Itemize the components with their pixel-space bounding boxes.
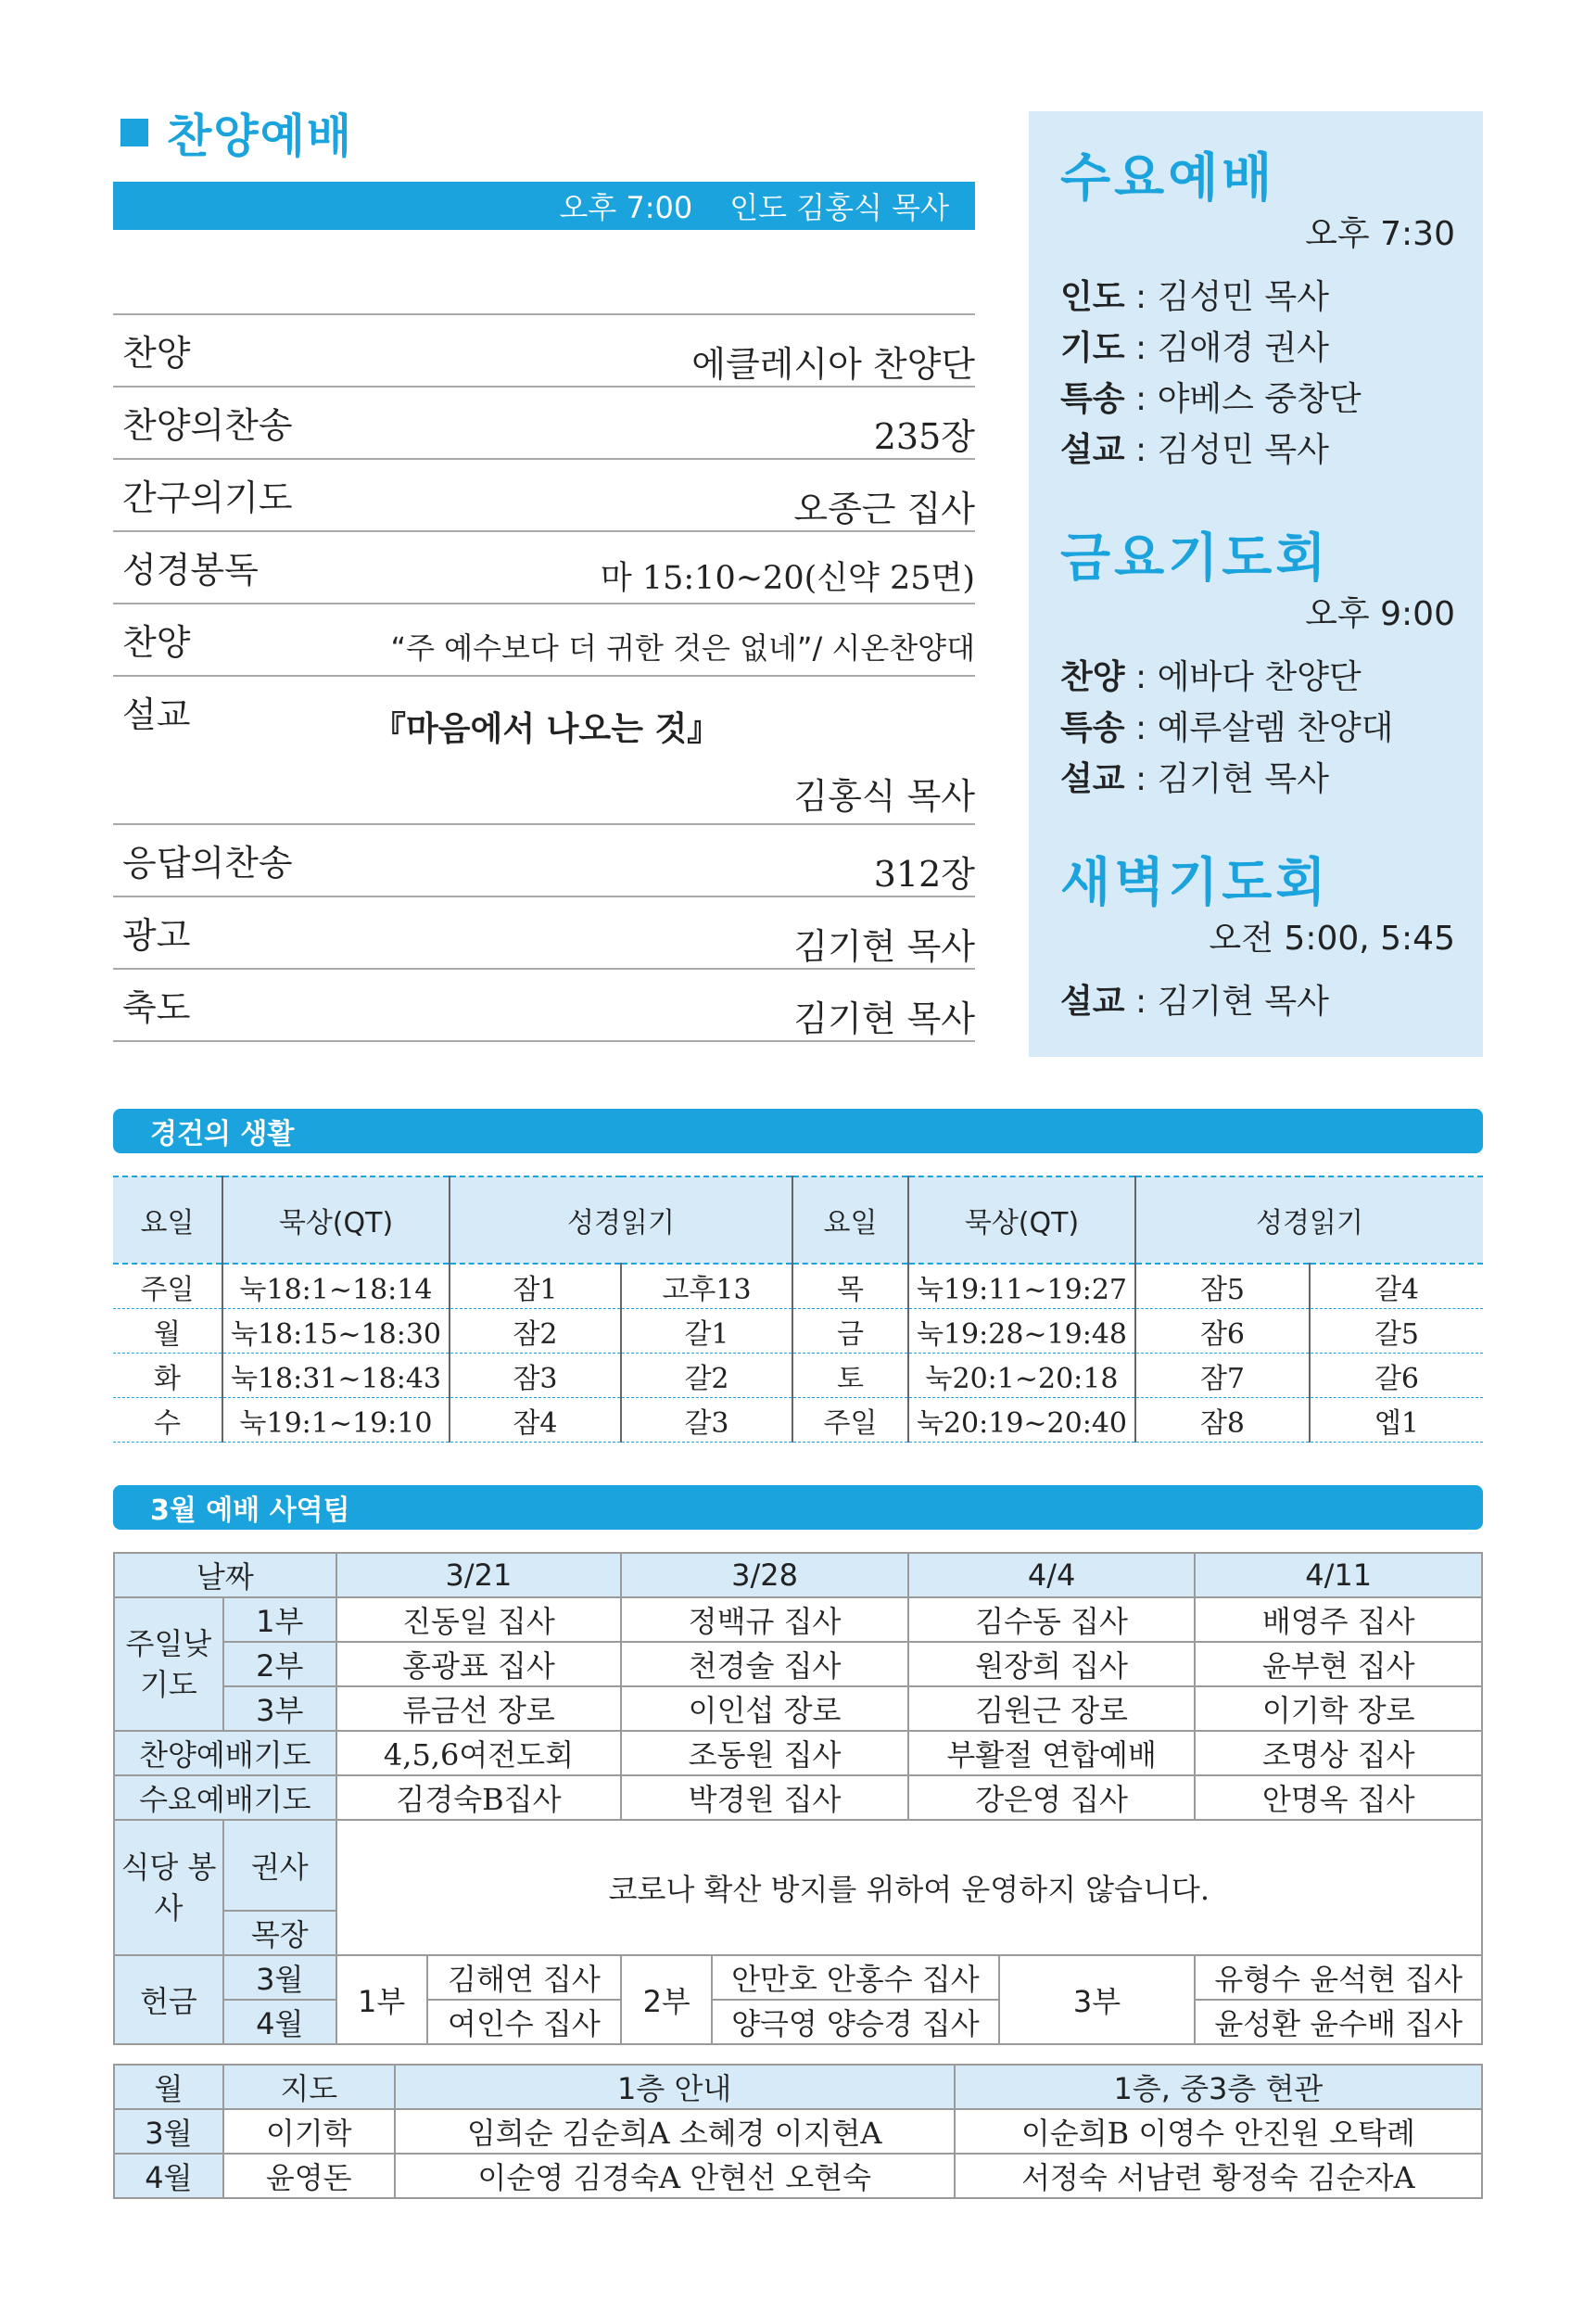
praise-service-heading	[113, 100, 975, 165]
date-cell: 3/21	[336, 1553, 622, 1597]
offering-name: 양극영 양승경 집사	[712, 2000, 999, 2044]
order-value: 312장	[873, 854, 975, 895]
qt-cell: 눅19:11~19:27	[908, 1264, 1135, 1309]
friday-line: 찬양 : 에바다 찬양단	[1060, 658, 1362, 696]
day-cell: 목	[792, 1264, 908, 1309]
guide-row	[114, 2109, 1482, 2154]
wednesday-line: 기도 : 김애경 권사	[1060, 329, 1329, 367]
reading-cell: 고후13	[621, 1264, 792, 1309]
praise-service-time: 오후 7:00	[559, 190, 693, 225]
cafeteria-notice: 코로나 확산 방지를 위하여 운영하지 않습니다.	[336, 1820, 1482, 1955]
wednesday-line: 설교 : 김성민 목사	[1060, 431, 1329, 469]
header-qt: 묵상(QT)	[222, 1176, 450, 1264]
order-label: 광고	[122, 915, 191, 956]
square-bullet-icon	[120, 119, 148, 146]
order-value: 오종근 집사	[793, 489, 975, 529]
order-value: 에클레시아 찬양단	[691, 344, 975, 385]
devotional-row	[113, 1398, 1483, 1443]
prayer-name: 이인섭 장로	[621, 1686, 908, 1731]
reading-cell: 갈3	[621, 1398, 792, 1443]
order-label: 성경봉독	[122, 550, 259, 591]
order-label: 축도	[122, 987, 191, 1028]
prayer-name: 김수동 집사	[908, 1597, 1196, 1642]
proverbs-cell: 잠4	[450, 1398, 621, 1443]
praise-service-leader: 인도 김홍식 목사	[729, 190, 949, 225]
praise-service-info-bar	[113, 182, 975, 230]
guide-header: 지도	[223, 2065, 395, 2109]
reading-cell: 갈4	[1310, 1264, 1483, 1309]
guide-names: 이순영 김경숙A 안현선 오현숙	[395, 2154, 955, 2198]
devotional-row	[113, 1309, 1483, 1354]
offering-name: 유형수 윤석현 집사	[1195, 1955, 1482, 2000]
offering-name: 여인수 집사	[427, 2000, 622, 2044]
guide-names: 이순희B 이영수 안진원 오탁례	[955, 2109, 1482, 2154]
sunday-prayer-row	[114, 1642, 1482, 1686]
proverbs-cell: 잠3	[450, 1354, 621, 1398]
prayer-name: 원장희 집사	[908, 1642, 1196, 1686]
proverbs-cell: 잠7	[1135, 1354, 1310, 1398]
qt-cell: 눅19:28~19:48	[908, 1309, 1135, 1354]
dawn-line: 설교 : 김기현 목사	[1060, 983, 1329, 1021]
wed-prayer-row	[114, 1775, 1482, 1820]
qt-cell: 눅18:31~18:43	[222, 1354, 450, 1398]
header-day: 요일	[792, 1176, 908, 1264]
date-cell: 4/4	[908, 1553, 1196, 1597]
offering-month: 4월	[223, 2000, 336, 2044]
prayer-name: 천경술 집사	[621, 1642, 908, 1686]
praise-prayer-label: 찬양예배기도	[114, 1731, 336, 1775]
qt-cell: 눅20:19~20:40	[908, 1398, 1135, 1443]
day-cell: 월	[113, 1309, 222, 1354]
sermon-title: 『마음에서 나오는 것』	[373, 710, 721, 748]
day-cell: 주일	[792, 1398, 908, 1443]
prayer-name: 박경원 집사	[621, 1775, 908, 1820]
guide-leader: 이기학	[223, 2109, 395, 2154]
order-label: 응답의찬송	[122, 843, 293, 884]
guide-month: 4월	[114, 2154, 223, 2198]
qt-cell: 눅18:1~18:14	[222, 1264, 450, 1309]
date-cell: 3/28	[621, 1553, 908, 1597]
devotional-header-row	[113, 1176, 1483, 1264]
date-label: 날짜	[114, 1553, 336, 1597]
dawn-prayer-title: 새벽기도회	[1060, 853, 1330, 913]
cafeteria-row	[114, 1820, 1482, 1911]
guide-header: 1층, 중3층 현관	[955, 2065, 1482, 2109]
offering-name: 김해연 집사	[427, 1955, 622, 2000]
header-reading: 성경읽기	[1135, 1176, 1483, 1264]
guide-names: 임희순 김순희A 소혜경 이지현A	[395, 2109, 955, 2154]
prayer-name: 강은영 집사	[908, 1775, 1196, 1820]
offering-part-label: 3부	[999, 1955, 1196, 2044]
service-order-row	[113, 315, 975, 388]
reading-cell: 갈5	[1310, 1309, 1483, 1354]
prayer-name: 진동일 집사	[336, 1597, 622, 1642]
day-cell: 화	[113, 1354, 222, 1398]
praise-service-title: 찬양예배	[167, 109, 354, 163]
guide-header: 1층 안내	[395, 2065, 955, 2109]
devotional-table	[113, 1176, 1483, 1443]
weekly-services-panel	[1029, 111, 1483, 1057]
offering-label: 헌금	[114, 1955, 223, 2044]
praise-service-section	[113, 100, 975, 1042]
day-cell: 수	[113, 1398, 222, 1443]
devotional-row	[113, 1354, 1483, 1398]
offering-month: 3월	[223, 1955, 336, 2000]
header-day: 요일	[113, 1176, 222, 1264]
prayer-name: 이기학 장로	[1195, 1686, 1482, 1731]
service-order-list	[113, 313, 975, 1042]
order-value: 김기현 목사	[793, 998, 975, 1039]
wed-prayer-label: 수요예배기도	[114, 1775, 336, 1820]
friday-prayer-title: 금요기도회	[1060, 528, 1330, 589]
guide-names: 서정숙 서남련 황정숙 김순자A	[955, 2154, 1482, 2198]
proverbs-cell: 잠5	[1135, 1264, 1310, 1309]
date-cell: 4/11	[1195, 1553, 1482, 1597]
prayer-name: 류금선 장로	[336, 1686, 622, 1731]
sunday-prayer-row	[114, 1597, 1482, 1642]
wednesday-service-title: 수요예배	[1060, 148, 1276, 209]
proverbs-cell: 잠6	[1135, 1309, 1310, 1354]
header-qt: 묵상(QT)	[908, 1176, 1135, 1264]
reading-cell: 엡1	[1310, 1398, 1483, 1443]
day-cell: 금	[792, 1309, 908, 1354]
service-order-row	[113, 897, 975, 970]
service-order-row	[113, 460, 975, 532]
usher-guide-table	[113, 2064, 1483, 2199]
offering-row	[114, 2000, 1482, 2044]
order-label: 찬양	[122, 333, 191, 374]
prayer-name: 4,5,6여전도회	[336, 1731, 622, 1775]
sunday-prayer-row	[114, 1686, 1482, 1731]
order-value: 235장	[873, 416, 975, 457]
ministry-team-section-bar: 3월 예배 사역팀	[113, 1485, 1483, 1530]
day-cell: 토	[792, 1354, 908, 1398]
service-order-row	[113, 604, 975, 677]
sunday-prayer-label: 주일낮 기도	[114, 1597, 223, 1731]
prayer-name: 조명상 집사	[1195, 1731, 1482, 1775]
wednesday-line: 특송 : 야베스 중창단	[1060, 380, 1362, 418]
prayer-name: 정백규 집사	[621, 1597, 908, 1642]
sermon-row	[113, 677, 975, 825]
offering-part-label: 1부	[336, 1955, 427, 2044]
order-label: 찬양의찬송	[122, 405, 293, 446]
order-value: 김기현 목사	[793, 926, 975, 967]
service-order-row	[113, 388, 975, 460]
ministry-team-table	[113, 1552, 1483, 2045]
header-reading: 성경읽기	[450, 1176, 792, 1264]
wednesday-line: 인도 : 김성민 목사	[1060, 278, 1329, 316]
friday-line: 특송 : 예루살렘 찬양대	[1060, 709, 1394, 747]
order-label: 찬양	[122, 622, 191, 663]
reading-cell: 갈2	[621, 1354, 792, 1398]
order-label: 간구의기도	[122, 477, 293, 518]
guide-header: 월	[114, 2065, 223, 2109]
proverbs-cell: 잠8	[1135, 1398, 1310, 1443]
prayer-name: 부활절 연합예배	[908, 1731, 1196, 1775]
devotional-row	[113, 1264, 1483, 1309]
cafeteria-sub-label: 권사	[223, 1820, 336, 1911]
prayer-name: 배영주 집사	[1195, 1597, 1482, 1642]
prayer-name: 김원근 장로	[908, 1686, 1196, 1731]
prayer-name: 조동원 집사	[621, 1731, 908, 1775]
order-label: 설교	[122, 694, 191, 735]
friday-prayer-time: 오후 9:00	[1305, 595, 1455, 633]
proverbs-cell: 잠2	[450, 1309, 621, 1354]
prayer-name: 안명옥 집사	[1195, 1775, 1482, 1820]
sermon-preacher: 김홍식 목사	[793, 776, 975, 817]
team-date-row	[114, 1553, 1482, 1597]
part-label: 2부	[223, 1642, 336, 1686]
qt-cell: 눅18:15~18:30	[222, 1309, 450, 1354]
friday-line: 설교 : 김기현 목사	[1060, 760, 1329, 798]
reading-cell: 갈6	[1310, 1354, 1483, 1398]
prayer-name: 홍광표 집사	[336, 1642, 622, 1686]
guide-month: 3월	[114, 2109, 223, 2154]
devotional-section-bar: 경건의 생활	[113, 1109, 1483, 1153]
service-order-row	[113, 532, 975, 604]
order-value: “주 예수보다 더 귀한 것은 없네”/ 시온찬양대	[390, 630, 975, 666]
day-cell: 주일	[113, 1264, 222, 1309]
guide-row	[114, 2154, 1482, 2198]
guide-header-row	[114, 2065, 1482, 2109]
cafeteria-label: 식당 봉사	[114, 1820, 223, 1955]
guide-leader: 윤영돈	[223, 2154, 395, 2198]
qt-cell: 눅20:1~20:18	[908, 1354, 1135, 1398]
reading-cell: 갈1	[621, 1309, 792, 1354]
offering-row	[114, 1955, 1482, 2000]
part-label: 3부	[223, 1686, 336, 1731]
offering-name: 윤성환 윤수배 집사	[1195, 2000, 1482, 2044]
wednesday-service-time: 오후 7:30	[1305, 215, 1455, 253]
part-label: 1부	[223, 1597, 336, 1642]
dawn-prayer-time: 오전 5:00, 5:45	[1209, 920, 1455, 958]
service-order-row	[113, 970, 975, 1042]
service-order-row	[113, 825, 975, 897]
prayer-name: 윤부현 집사	[1195, 1642, 1482, 1686]
order-value: 마 15:10~20(신약 25면)	[600, 560, 975, 597]
qt-cell: 눅19:1~19:10	[222, 1398, 450, 1443]
proverbs-cell: 잠1	[450, 1264, 621, 1309]
praise-prayer-row	[114, 1731, 1482, 1775]
cafeteria-sub-label: 목장	[223, 1911, 336, 1955]
prayer-name: 김경숙B집사	[336, 1775, 622, 1820]
offering-part-label: 2부	[621, 1955, 712, 2044]
offering-name: 안만호 안홍수 집사	[712, 1955, 999, 2000]
